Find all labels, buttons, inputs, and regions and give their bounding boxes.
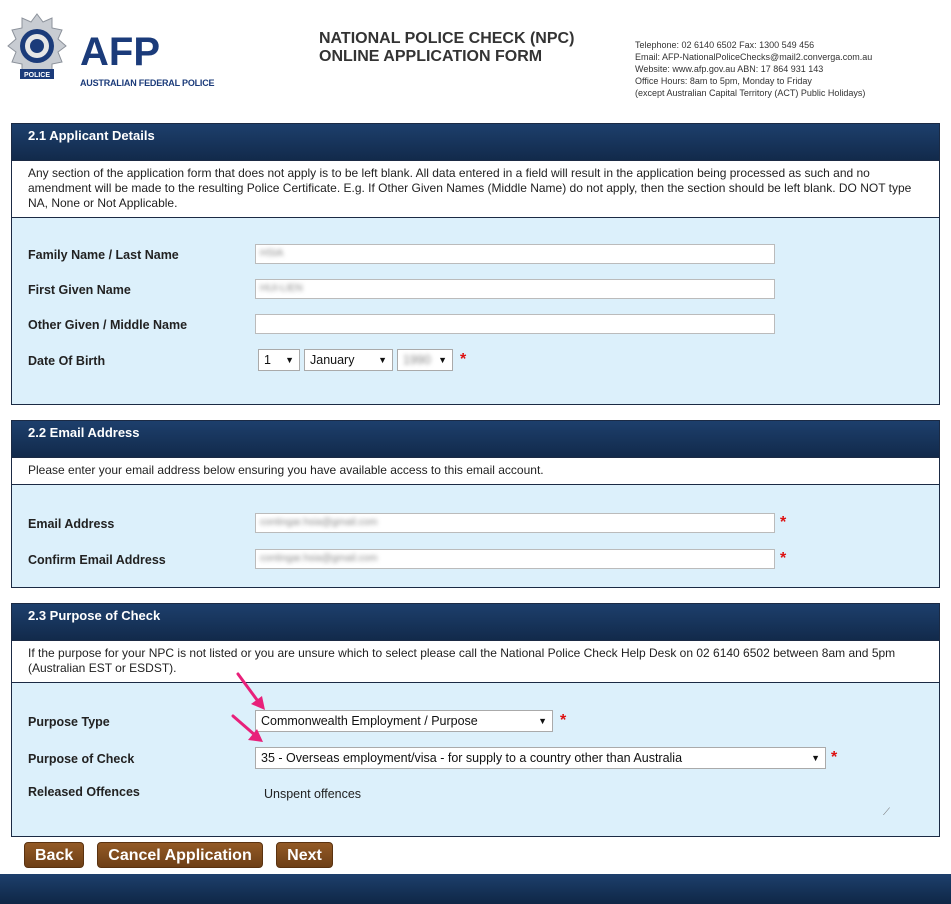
email-address-section (11, 420, 940, 588)
section-heading: 2.2 Email Address (12, 421, 939, 457)
required-asterisk: * (780, 550, 787, 567)
cancel-application-button[interactable]: Cancel Application (97, 842, 263, 868)
page-title (319, 30, 574, 66)
first-name-input[interactable] (255, 279, 775, 299)
title-line-1: NATIONAL POLICE CHECK (NPC) (319, 30, 575, 47)
middle-name-input[interactable] (255, 314, 775, 334)
purpose-type-select[interactable] (255, 710, 553, 732)
email-value: contingar.hsia@gmail.com (260, 517, 378, 528)
purpose-of-check-value: 35 - Overseas employment/visa - for supply to a country other than Australia (261, 751, 683, 765)
purpose-of-check-select[interactable] (255, 747, 826, 769)
title-line-2: ONLINE APPLICATION FORM (319, 48, 543, 65)
confirm-email-label: Confirm Email Address (28, 553, 166, 567)
section-heading: 2.3 Purpose of Check (12, 604, 939, 640)
dob-label: Date Of Birth (28, 354, 106, 368)
purpose-of-check-label: Purpose of Check (28, 752, 135, 766)
resize-handle-icon[interactable]: ⟋ (883, 807, 890, 818)
contact-info (635, 39, 872, 99)
dob-month-select[interactable] (304, 349, 393, 371)
purpose-type-value: Commonwealth Employment / Purpose (261, 714, 478, 728)
applicant-details-section (11, 123, 940, 405)
section-description: Any section of the application form that does not apply is to be left blank. All data entered in a field will result in the application being processed as such and no amendment will be made to the resulting Police Certificate. E.g. If Other Given Names (Middle Name) do not apply, then the section should be left blank. DO NOT type NA, None or Not Applicable. (12, 160, 939, 218)
released-offences-label: Released Offences (28, 785, 140, 799)
chevron-down-icon: ▼ (811, 753, 820, 763)
back-button[interactable]: Back (24, 842, 84, 868)
email-input[interactable] (255, 513, 775, 533)
pink-arrow-icon (230, 714, 266, 746)
contact-email: Email: AFP-NationalPoliceChecks@mail2.converga.com.au (635, 52, 873, 62)
first-name-label: First Given Name (28, 283, 131, 297)
badge-text: POLICE (23, 72, 51, 79)
dob-year-select[interactable] (397, 349, 453, 371)
afp-logo-subtext: AUSTRALIAN FEDERAL POLICE (80, 78, 215, 88)
confirm-email-value: contingar.hsia@gmail.com (260, 553, 378, 564)
next-button[interactable]: Next (276, 842, 333, 868)
family-name-label: Family Name / Last Name (28, 248, 179, 262)
required-asterisk: * (831, 749, 838, 766)
purpose-of-check-section (11, 603, 940, 837)
dob-year-value: 1990 (403, 353, 431, 367)
family-name-value: HSIA (260, 248, 284, 259)
required-asterisk: * (460, 351, 467, 368)
section-description: If the purpose for your NPC is not listed or you are unsure which to select please call the National Police Check Help Desk on 02 6140 6502 between 8am and 5pm (Australian EST or ESDST). (12, 640, 939, 683)
section-description: Please enter your email address below ensuring you have available access to this email account. (12, 457, 939, 485)
section-heading: 2.1 Applicant Details (12, 124, 939, 160)
pink-arrow-icon (234, 672, 270, 712)
contact-hours: Office Hours: 8am to 5pm, Monday to Friday (635, 76, 812, 86)
contact-holidays: (except Australian Capital Territory (ACT) Public Holidays) (635, 88, 866, 98)
confirm-email-input[interactable] (255, 549, 775, 569)
required-asterisk: * (780, 514, 787, 531)
middle-name-label: Other Given / Middle Name (28, 318, 188, 332)
chevron-down-icon: ▼ (538, 716, 547, 726)
dob-day-select[interactable] (258, 349, 300, 371)
chevron-down-icon: ▼ (438, 355, 447, 365)
dob-month-value: January (310, 353, 355, 367)
email-label: Email Address (28, 517, 115, 531)
purpose-type-label: Purpose Type (28, 715, 110, 729)
contact-phone: Telephone: 02 6140 6502 Fax: 1300 549 456 (635, 40, 815, 50)
afp-logo (6, 12, 215, 94)
released-offences-value: Unspent offences (264, 787, 362, 801)
family-name-input[interactable] (255, 244, 775, 264)
page-footer-bar (0, 874, 951, 904)
contact-website: Website: www.afp.gov.au ABN: 17 864 931 143 (635, 64, 824, 74)
chevron-down-icon: ▼ (285, 355, 294, 365)
afp-logo-text: AFP (80, 30, 160, 74)
dob-day-value: 1 (264, 353, 271, 367)
chevron-down-icon: ▼ (378, 355, 387, 365)
required-asterisk: * (560, 712, 567, 729)
first-name-value: HUI-LIEN (260, 283, 303, 294)
police-badge-icon (6, 12, 68, 90)
